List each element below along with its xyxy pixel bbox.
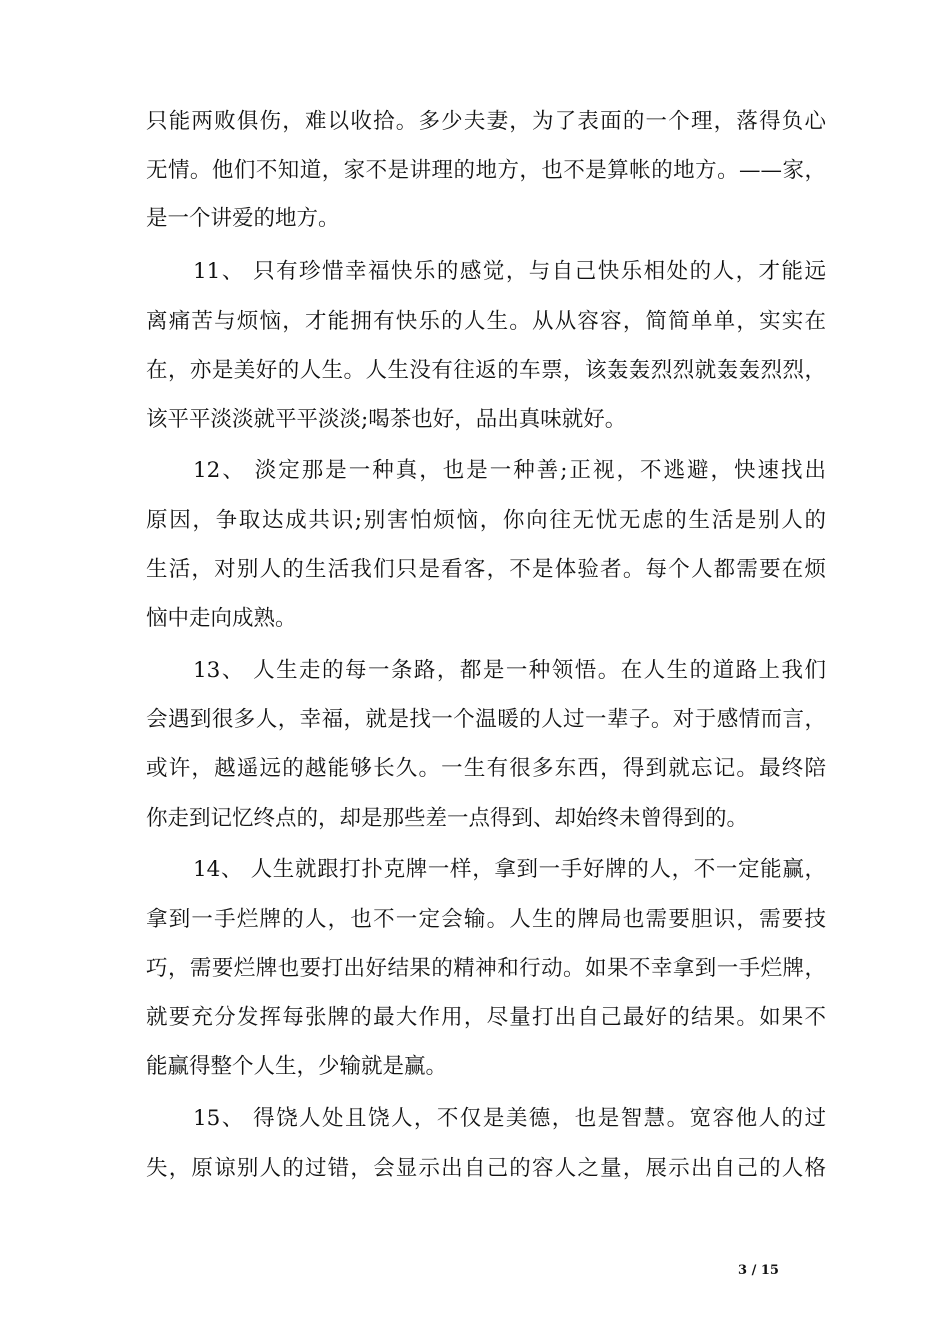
text-line: 生活，对别人的生活我们只是看客，不是体验者。每个人都需要在烦 <box>146 557 826 582</box>
text-line: 原因，争取达成共识;别害怕烦恼，你向往无忧无虑的生活是别人的 <box>146 508 826 533</box>
text-line: 巧，需要烂牌也要打出好结果的精神和行动。如果不幸拿到一手烂牌， <box>146 956 826 981</box>
paragraph-first-line: 14、 人生就跟打扑克牌一样，拿到一手好牌的人，不一定能赢， <box>193 857 826 882</box>
text-line: 你走到记忆终点的，却是那些差一点得到、却始终未曾得到的。 <box>146 806 749 831</box>
text-line: 或许，越遥远的越能够长久。一生有很多东西，得到就忘记。最终陪 <box>146 756 826 781</box>
text-line: 会遇到很多人，幸福，就是找一个温暖的人过一辈子。对于感情而言， <box>146 707 826 732</box>
text-line: 失，原谅别人的过错，会显示出自己的容人之量，展示出自己的人格 <box>146 1156 826 1181</box>
page-number: 3 / 15 <box>738 1263 779 1278</box>
text-line: 该平平淡淡就平平淡淡;喝茶也好，品出真味就好。 <box>146 407 627 432</box>
text-line: 离痛苦与烦恼，才能拥有快乐的人生。从从容容，简简单单，实实在 <box>146 309 826 334</box>
text-line: 是一个讲爱的地方。 <box>146 206 340 231</box>
text-line: 就要充分发挥每张牌的最大作用，尽量打出自己最好的结果。如果不 <box>146 1005 826 1030</box>
paragraph-first-line: 13、 人生走的每一条路，都是一种领悟。在人生的道路上我们 <box>193 658 826 683</box>
text-line: 无情。他们不知道，家不是讲理的地方，也不是算帐的地方。——家， <box>146 158 826 183</box>
text-line: 在，亦是美好的人生。人生没有往返的车票，该轰轰烈烈就轰轰烈烈， <box>146 358 826 383</box>
paragraph-first-line: 11、 只有珍惜幸福快乐的感觉，与自己快乐相处的人，才能远 <box>193 259 826 284</box>
paragraph-first-line: 12、 淡定那是一种真，也是一种善;正视，不逃避，快速找出 <box>193 458 826 483</box>
text-line: 拿到一手烂牌的人，也不一定会输。人生的牌局也需要胆识，需要技 <box>146 907 826 932</box>
text-line: 能赢得整个人生，少输就是赢。 <box>146 1054 448 1079</box>
text-line: 恼中走向成熟。 <box>146 606 297 631</box>
text-line: 只能两败俱伤，难以收拾。多少夫妻，为了表面的一个理，落得负心 <box>146 109 826 134</box>
paragraph-first-line: 15、 得饶人处且饶人，不仅是美德，也是智慧。宽容他人的过 <box>193 1106 826 1131</box>
